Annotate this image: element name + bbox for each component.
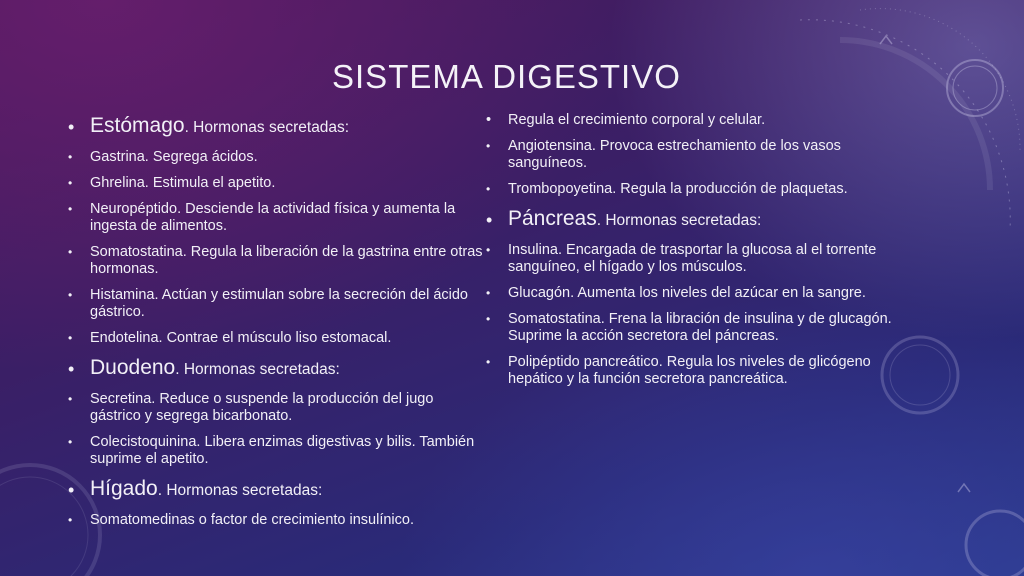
section-duodeno: [66, 356, 486, 382]
list-item: • Secretina. Reduce o suspende la producción del jugo gástrico y segrega bicarbonato.: [66, 391, 486, 425]
section-suffix: . Hormonas secretadas:: [157, 482, 323, 499]
list-item: • Gastrina. Segrega ácidos.: [66, 149, 486, 166]
list-item: • Polipéptido pancreático. Regula los niveles de glicógeno hepático y la función secretora pancreática.: [484, 354, 904, 388]
right-column: [484, 112, 904, 397]
list-item: • Endotelina. Contrae el músculo liso estomacal.: [66, 330, 486, 347]
list-item: • Somatostatina. Frena la libración de insulina y de glucagón. Suprime la acción secretora del páncreas.: [484, 311, 904, 345]
left-column: [66, 112, 486, 538]
list-item: • Histamina. Actúan y estimulan sobre la secreción del ácido gástrico.: [66, 287, 486, 321]
list-item: • Ghrelina. Estimula el apetito.: [66, 175, 486, 192]
section-heading: Duodeno: [90, 356, 176, 379]
section-heading: Estómago: [90, 114, 185, 137]
continued-text: • Regula el crecimiento corporal y celular.: [484, 112, 904, 129]
section-heading: Páncreas: [508, 207, 597, 230]
section-estomago: [66, 114, 486, 140]
section-heading: Hígado: [90, 477, 158, 500]
page-title: SISTEMA DIGESTIVO: [332, 58, 681, 95]
list-item: • Somatostatina. Regula la liberación de la gastrina entre otras hormonas.: [66, 244, 486, 278]
list-item: • Angiotensina. Provoca estrechamiento de los vasos sanguíneos.: [484, 138, 904, 172]
list-item: • Somatomedinas o factor de crecimiento insulínico.: [66, 512, 486, 529]
section-suffix: . Hormonas secretadas:: [175, 361, 340, 378]
section-higado: [66, 477, 486, 503]
list-item: • Insulina. Encargada de trasportar la glucosa al el torrente sanguíneo, el hígado y los músculos.: [484, 242, 904, 276]
section-suffix: . Hormonas secretadas:: [184, 119, 350, 136]
list-item: • Neuropéptido. Desciende la actividad física y aumenta la ingesta de alimentos.: [66, 201, 486, 235]
section-suffix: . Hormonas secretadas:: [596, 212, 762, 229]
section-pancreas: [484, 207, 904, 233]
list-item: • Glucagón. Aumenta los niveles del azúcar en la sangre.: [484, 285, 904, 302]
list-item: • Trombopoyetina. Regula la producción de plaquetas.: [484, 181, 904, 198]
list-item: • Colecistoquinina. Libera enzimas digestivas y bilis. También suprime el apetito.: [66, 434, 486, 468]
